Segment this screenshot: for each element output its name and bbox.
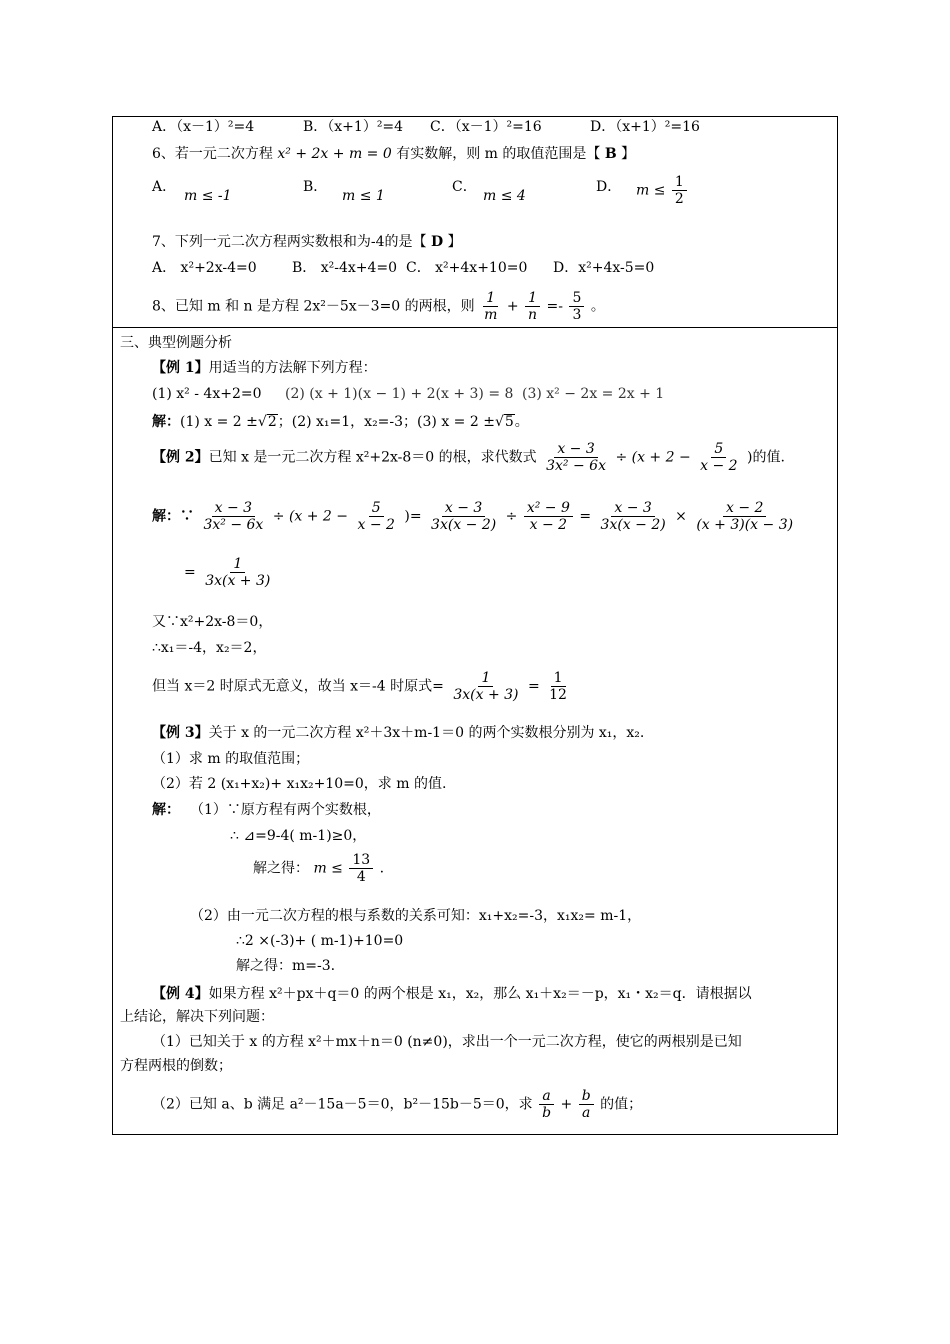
q6-opt-a-label: A． [152,179,177,195]
ex1-part1: (1) x² - 4x+2=0 [152,386,262,402]
q5-option-c: C．（x－1）²=16 [430,119,542,135]
q6-opt-d-label: D． [596,179,622,195]
ex2-roots: ∴x₁＝-4，x₂＝2， [152,640,267,656]
ex2-stem: 【例 2】已知 x 是一元二次方程 x²+2x-8＝0 的根，求代数式 $\frac{x - 3}{\text{3x² − 6x}}$ ÷ (x + 2 − $\frac{5}{x - 2}$ )的值. [152,441,785,474]
ex1-part3: (3) x² − 2x = 2x + 1 [522,386,665,402]
ex3-s5: ∴2 ×(-3)+ ( m-1)+10=0 [236,933,404,949]
section-divider [112,327,838,328]
ex2-final: 但当 x＝2 时原式无意义，故当 x＝-4 时原式= $\frac{1}{3x(x + 3)}$ = $\frac{1}{12}$ [152,670,567,703]
ex4-stem-line1: 【例 4】如果方程 x²＋px＋q＝0 的两个根是 x₁，x₂，那么 x₁＋x₂＝－p，x₁・x₂＝q．请根据以 [152,986,752,1002]
q5-option-d: D．（x+1）²=16 [590,119,700,135]
q7-option-d: D．x²+4x-5=0 [553,260,655,276]
ex3-q2: （2）若 2 (x₁+x₂)+ x₁x₂+10=0，求 m 的值. [152,776,447,792]
ex2-solution-step: 解：∵ $\frac{x - 3}{\text{3x² − 6x}}$ ÷ (x + 2 − $\frac{5}{x - 2}$ )= $\frac{x - 3}{3x(x - 2)}$ ÷ $\frac{\text{x² − 9}}{x - 2}$ = $\frac{x - 3}{3x(x - 2)}$ × $\frac{x - 2}{(x + 3)(x - 3)}$ [152,500,794,533]
ex3-s1: （1）∵原方程有两个实数根， [190,802,381,818]
q7-answer: D [431,234,444,250]
q6-opt-d-fraction: $\frac{1}{2}$ [672,174,687,207]
q6-equation: x² + 2x + m = 0 [277,146,392,162]
section-3-title: 三、典型例题分析 [120,335,232,351]
q6-opt-c: m ≤ 4 [483,188,526,204]
ex3-s3: 解之得： m ≤ $\frac{13}{4}$ . [253,852,385,885]
ex3-s6: 解之得：m=-3. [236,958,336,974]
ex1-solution: 解：(1) x = 2 ±√2；(2) x₁=1，x₂=-3；(3) x = 2 ±√5。 [152,414,529,430]
ex1-stem: 【例 1】用适当的方法解下列方程： [152,360,377,376]
ex3-s4: （2）由一元二次方程的根与系数的关系可知：x₁+x₂=-3，x₁x₂= m-1， [190,908,642,924]
ex1-part2: (2) (x + 1)(x − 1) + 2(x + 3) = 8 [285,386,514,402]
ex2-result: = $\frac{1}{3x(x + 3)}$ [184,556,271,589]
ex3-s2: ∴ ⊿=9-4( m-1)≥0， [230,828,367,844]
ex4-q1-line1: （1）已知关于 x 的方程 x²＋mx＋n＝0 (n≠0)，求出一个一元二次方程，使它的两根别是已知 [152,1034,742,1050]
ex4-stem-line2: 上结论，解决下列问题： [120,1009,274,1025]
q6-opt-b-label: B． [303,179,328,195]
ex3-stem: 【例 3】关于 x 的一元二次方程 x²＋3x＋m-1＝0 的两个实数根分别为 x₁，x₂. [152,725,645,741]
ex4-q2: （2）已知 a、b 满足 a²－15a－5＝0，b²－15b－5＝0，求 $\frac{a}{b}$ + $\frac{b}{a}$ 的值； [152,1088,643,1121]
q6-opt-c-label: C． [452,179,477,195]
ex3-q1: （1）求 m 的取值范围； [152,751,310,767]
q6-opt-d: m ≤ $\frac{1}{2}$ [636,174,689,207]
q5-option-b: B．（x+1）²=4 [303,119,404,135]
q6-stem: 6、若一元二次方程 x² + 2x + m = 0 有实数解，则 m 的取值范围是【 B 】 [152,146,636,162]
q7-option-c: C． x²+4x+10=0 [406,260,528,276]
q8: 8、已知 m 和 n 是方程 2x²－5x－3=0 的两根，则 $\frac{1}{m}$ + $\frac{1}{n}$ =- $\frac{5}{3}$ 。 [152,290,605,323]
q7-option-b: B． x²-4x+4=0 [292,260,398,276]
ex4-q1-line2: 方程两根的倒数； [120,1058,232,1074]
ex3-solution-label: 解： [152,802,180,818]
q7-stem: 7、下列一元二次方程两实数根和为-4的是【 D 】 [152,234,462,250]
q6-answer: B [604,146,617,162]
ex2-also: 又∵x²+2x-8＝0， [152,614,273,630]
q7-option-a: A． x²+2x-4=0 [152,260,257,276]
q5-option-a: A．（x－1）²=4 [152,119,255,135]
q6-opt-a: m ≤ -1 [184,188,232,204]
q6-opt-b: m ≤ 1 [342,188,385,204]
